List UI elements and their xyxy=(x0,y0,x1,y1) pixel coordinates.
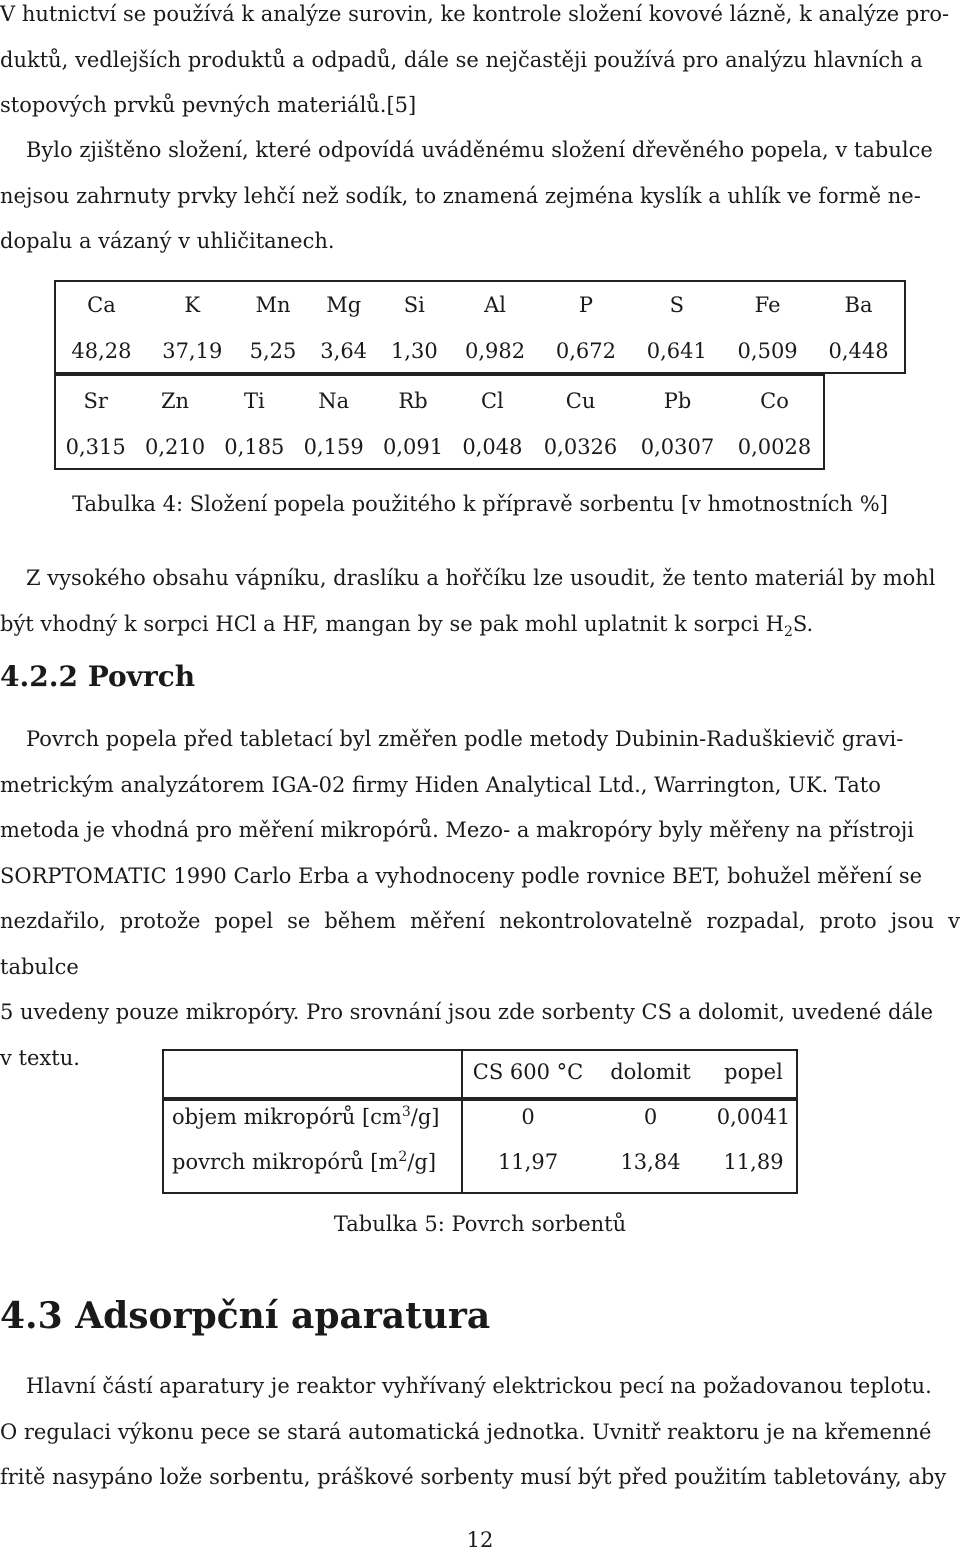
apparatus-line-3: fritě nasypáno lože sorbentu, práškové sorbenty musí být před použitím tabletovány, aby xyxy=(0,1465,947,1489)
apparatus-line-2: O regulaci výkonu pece se stará automatická jednotka. Uvnitř reaktoru je na křemenné xyxy=(0,1419,932,1444)
ash-composition-table-row2 xyxy=(56,378,823,470)
ash-composition-table-row1 xyxy=(56,282,904,374)
intro-line-1: V hutnictví se používá k analýze surovin, ke kontrole složení kovové lázně, k analýze pro- xyxy=(0,2,950,26)
element-cell: Zn xyxy=(160,389,190,413)
element-cell: Cl xyxy=(480,389,504,413)
element-cell: Ca xyxy=(87,293,116,317)
composition-paragraph xyxy=(0,128,960,265)
page-number: 12 xyxy=(466,1528,494,1552)
value-cell: 3,64 xyxy=(320,339,368,363)
table5-cell: 13,84 xyxy=(620,1149,681,1174)
element-cell: Ba xyxy=(844,293,873,317)
value-cell: 1,30 xyxy=(390,339,438,363)
table5-volume-label xyxy=(162,1094,461,1139)
table5-cell: 0 xyxy=(521,1104,535,1129)
sorbent-surface-table xyxy=(162,1049,801,1184)
table4-value-row-2 xyxy=(56,424,823,470)
value-cell: 0,448 xyxy=(828,339,889,363)
table5-cell: 11,89 xyxy=(723,1149,784,1174)
element-cell: Mg xyxy=(326,293,362,317)
element-cell: Co xyxy=(760,389,789,413)
element-cell: K xyxy=(184,293,201,317)
surface-paragraph xyxy=(0,717,960,1081)
value-cell: 0,210 xyxy=(144,435,206,459)
element-cell: P xyxy=(578,293,593,317)
value-cell: 0,159 xyxy=(303,435,364,459)
surface-label-text: povrch mikropórů [m xyxy=(172,1149,399,1174)
table4-element-row-1 xyxy=(56,282,904,328)
surface-line-2: metrickým analyzátorem IGA-02 firmy Hiden Analytical Ltd., Warrington, UK. Tato xyxy=(0,772,881,797)
volume-label-text: objem mikropórů [cm xyxy=(172,1104,402,1129)
sorption-line-1: Z vysokého obsahu vápníku, draslíku a hořčíku lze usoudit, že tento materiál by mohl xyxy=(26,566,936,590)
superscript-3: 3 xyxy=(401,1103,411,1120)
element-cell: Pb xyxy=(663,389,692,413)
table4-element-row-2 xyxy=(56,378,823,424)
table5-caption: Tabulka 5: Povrch sorbentů xyxy=(333,1212,627,1236)
surface-line-7: v textu. xyxy=(0,1045,80,1070)
composition-line-2: nejsou zahrnuty prvky lehčí než sodík, to znamená zejména kyslík a uhlík ve formě ne- xyxy=(0,183,921,208)
value-cell: 0,315 xyxy=(65,435,126,459)
element-cell: Cu xyxy=(565,389,596,413)
value-cell: 0,0326 xyxy=(543,435,618,459)
table5-cell: 0 xyxy=(643,1104,658,1129)
section-number: 4.3 xyxy=(0,1295,63,1337)
subsection-title: Povrch xyxy=(87,660,196,693)
table5-volume-row xyxy=(162,1094,801,1139)
element-cell: S xyxy=(669,293,684,317)
table5-surface-label xyxy=(162,1139,461,1184)
subsection-number: 4.2.2 xyxy=(0,660,78,693)
surface-line-4: SORPTOMATIC 1990 Carlo Erba a vyhodnoceny podle rovnice BET, bohužel měření se xyxy=(0,863,923,888)
value-cell: 0,672 xyxy=(555,339,616,363)
table5-header-cs: CS 600 °C xyxy=(472,1059,584,1084)
value-cell: 0,509 xyxy=(737,339,798,363)
intro-line-3: stopových prvků pevných materiálů.[5] xyxy=(0,93,417,117)
sorption-line-2b: S. xyxy=(792,611,814,636)
value-cell: 0,641 xyxy=(646,339,707,363)
surface-line-1: Povrch popela před tabletací byl změřen podle metody Dubinin-Raduškievič gravi- xyxy=(26,727,904,751)
composition-line-3: dopalu a vázaný v uhličitanech. xyxy=(0,229,335,253)
apparatus-paragraph xyxy=(0,1364,960,1501)
element-cell: Rb xyxy=(398,389,428,413)
element-cell: Si xyxy=(403,293,425,317)
table5-corner-cell xyxy=(162,1049,461,1094)
section-heading xyxy=(0,1295,490,1337)
surface-line-5: nezdařilo, protože popel se během měření nekontrolovatelně rozpadal, proto jsou v tabulce xyxy=(0,909,960,979)
value-cell: 0,185 xyxy=(224,435,285,459)
table4-caption: Tabulka 4: Složení popela použitého k přípravě sorbentu [v hmotnostních %] xyxy=(72,492,888,516)
sorption-line-2a: být vhodný k sorpci HCl a HF, mangan by se pak mohl uplatnit k sorpci H xyxy=(0,611,784,636)
table5-cell: 11,97 xyxy=(497,1149,559,1174)
superscript-2: 2 xyxy=(398,1148,408,1165)
table5-cell: 0,0041 xyxy=(716,1104,791,1129)
volume-label-unit: /g] xyxy=(410,1104,440,1129)
subsection-heading xyxy=(0,660,195,693)
composition-line-1: Bylo zjištěno složení, které odpovídá uváděnému složení dřevěného popela, v tabulce xyxy=(26,138,933,162)
section-title: Adsorpční aparatura xyxy=(75,1295,491,1337)
element-cell: Na xyxy=(318,389,350,413)
intro-paragraph xyxy=(0,0,960,129)
table5-header-popel: popel xyxy=(724,1059,783,1084)
surface-label-unit: /g] xyxy=(407,1149,437,1174)
sorption-paragraph xyxy=(0,556,960,647)
element-cell: Sr xyxy=(83,389,108,413)
value-cell: 0,0307 xyxy=(640,435,715,459)
table5-surface-row xyxy=(162,1139,801,1184)
value-cell: 0,091 xyxy=(382,435,444,459)
intro-line-2: duktů, vedlejších produktů a odpadů, dále se nejčastěji používá pro analýzu hlavních a xyxy=(0,47,923,72)
element-cell: Fe xyxy=(754,293,781,317)
surface-line-3: metoda je vhodná pro měření mikropórů. Mezo- a makropóry byly měřeny na přístroji xyxy=(0,818,915,842)
element-cell: Al xyxy=(484,293,507,317)
value-cell: 5,25 xyxy=(249,339,297,363)
element-cell: Ti xyxy=(243,389,265,413)
value-cell: 0,982 xyxy=(465,339,526,363)
table5-header-dolomit: dolomit xyxy=(610,1059,691,1084)
table5-header-row xyxy=(162,1049,801,1094)
apparatus-line-1: Hlavní částí aparatury je reaktor vyhřívaný elektrickou pecí na požadovanou teplotu. xyxy=(26,1374,932,1398)
surface-line-6: 5 uvedeny pouze mikropóry. Pro srovnání jsou zde sorbenty CS a dolomit, uvedené dále xyxy=(0,1000,934,1024)
subscript-2: 2 xyxy=(783,623,793,640)
value-cell: 37,19 xyxy=(162,339,223,363)
value-cell: 0,0028 xyxy=(737,435,812,459)
table4-value-row-1 xyxy=(56,328,904,374)
value-cell: 0,048 xyxy=(462,435,523,459)
element-cell: Mn xyxy=(255,293,291,317)
value-cell: 48,28 xyxy=(71,339,132,363)
